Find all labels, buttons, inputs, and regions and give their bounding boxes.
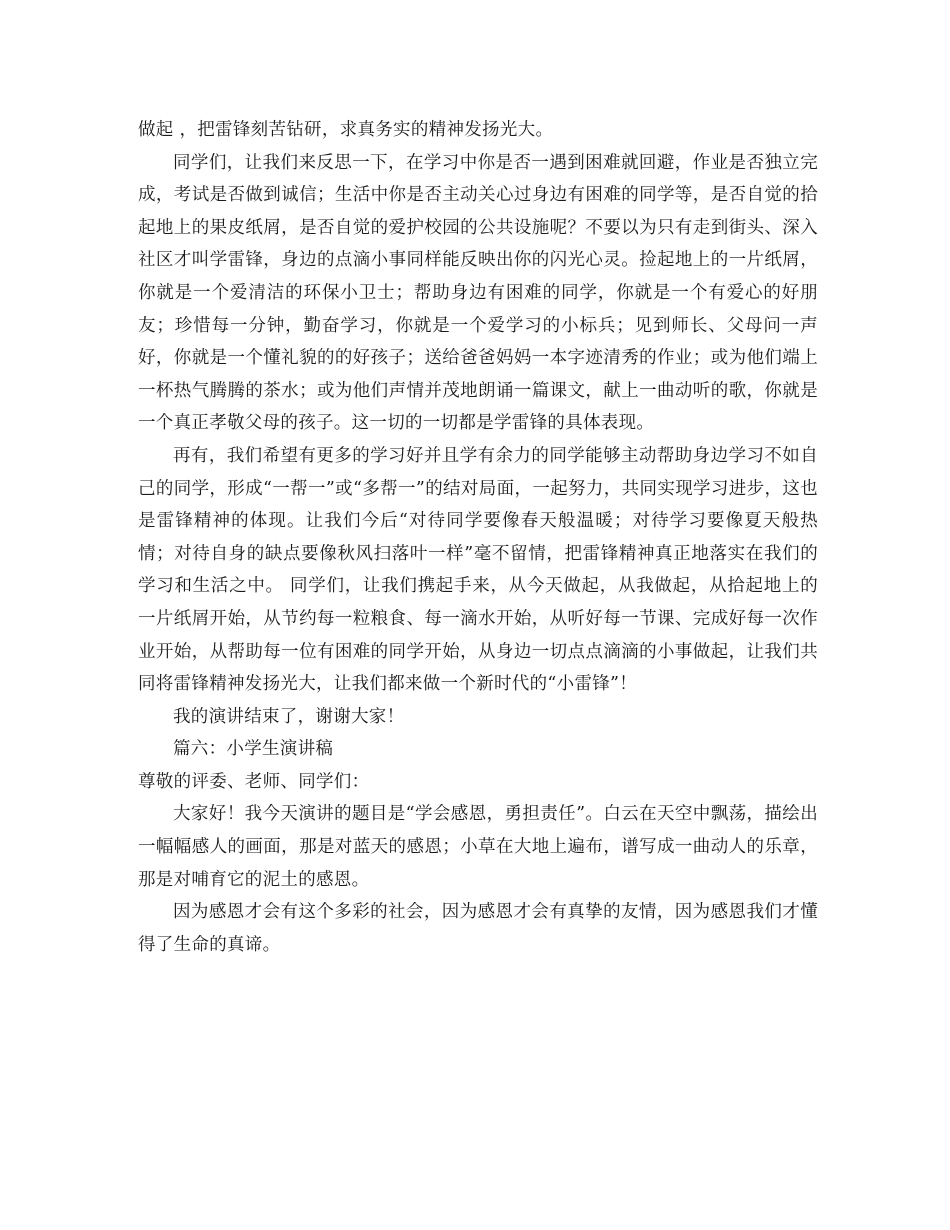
paragraph-gratitude-meaning: 因为感恩才会有这个多彩的社会，因为感恩才会有真挚的友情，因为感恩我们才懂得了生命的真谛。	[138, 902, 818, 955]
salutation: 尊敬的评委、老师、同学们：	[138, 771, 370, 792]
section-heading: 篇六：小学生演讲稿	[173, 739, 334, 760]
paragraph-closing: 我的演讲结束了，谢谢大家！	[173, 706, 405, 727]
paragraph-reflection: 同学们，让我们来反思一下，在学习中你是否一遇到困难就回避，作业是否独立完成，考试是否做到诚信；生活中你是否主动关心过身边有困难的同学等，是否自觉的拾起地上的果皮纸屑，是否自觉的爱护校园的公共设施呢？不要以为只有走到街头、深入社区才叫学雷锋，身边的点滴小事同样能反映出你的闪光心灵。捡起地上的一片纸屑，你就是一个爱清洁的环保小卫士；帮助身边有困难的同学，你就是一个有爱心的好朋友；珍惜每一分钟，勤奋学习，你就是一个爱学习的小标兵；见到师长、父母问一声好，你就是一个懂礼貌的的好孩子；送给爸爸妈妈一本字迹清秀的作业；或为他们端上一杯热气腾腾的茶水；或为他们声情并茂地朗诵一篇课文，献上一曲动听的歌，你就是一个真正孝敬父母的孩子。这一切的一切都是学雷锋的具体表现。	[138, 152, 818, 434]
paragraph-mutual-help: 再有，我们希望有更多的学习好并且学有余力的同学能够主动帮助身边学习不如自己的同学，形成“一帮一”或“多帮一”的结对局面，一起努力，共同实现学习进步，这也是雷锋精神的体现。让我们今后“对待同学要像春天般温暖；对待学习要像夏天般热情；对待自身的缺点要像秋风扫落叶一样”毫不留情，把雷锋精神真正地落实在我们的学习和生活之中。 同学们，让我们携起手来，从今天做起，从我做起，从拾起地上的一片纸屑开始，从节约每一粒粮食、每一滴水开始，从听好每一节课、完成好每一次作业开始，从帮助每一位有困难的同学开始，从身边一切点点滴滴的小事做起，让我们共同将雷锋精神发扬光大，让我们都来做一个新时代的“小雷锋”！	[138, 445, 818, 695]
paragraph-gratitude-intro: 大家好！我今天演讲的题目是“学会感恩，勇担责任”。白云在天空中飘荡，描绘出一幅幅感人的画面，那是对蓝天的感恩；小草在大地上遍布，谱写成一曲动人的乐章，那是对哺育它的泥土的感恩。	[138, 804, 818, 890]
paragraph-continuation: 做起 ，把雷锋刻苦钻研，求真务实的精神发扬光大。	[138, 120, 554, 140]
document-body	[138, 114, 818, 961]
